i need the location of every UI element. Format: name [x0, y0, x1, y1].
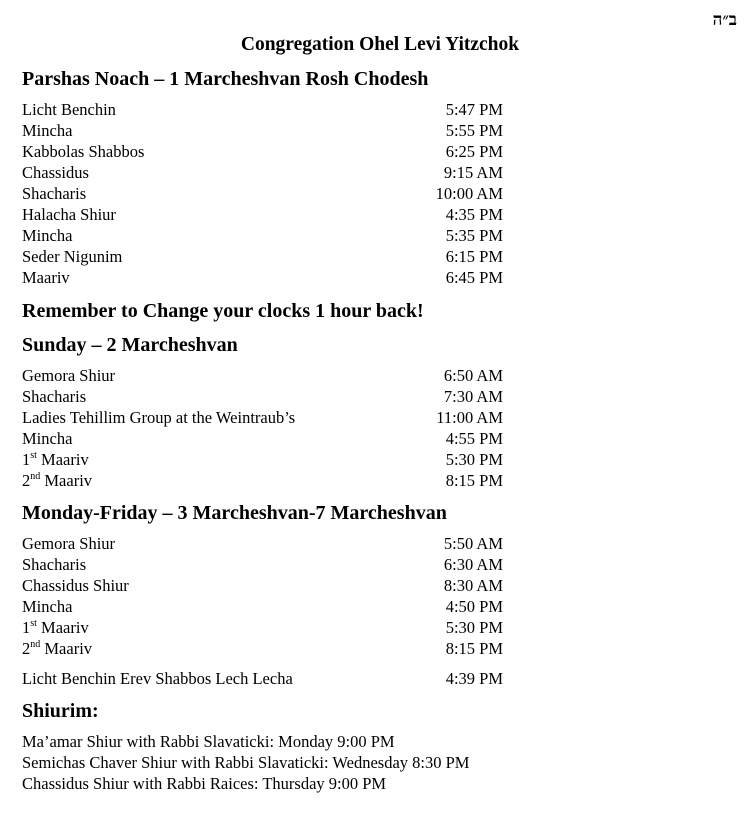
ordinal-suffix: st: [30, 618, 37, 629]
event-time: 10:00 AM: [435, 184, 503, 203]
schedule-document: [22, 68, 742, 794]
ordinal-number: 2: [22, 639, 31, 658]
event-name: Halacha Shiur: [22, 205, 116, 224]
event-name: Shacharis: [22, 184, 87, 203]
schedule-row: [22, 668, 742, 689]
event-time: 6:15 PM: [445, 247, 503, 266]
event-name: Mincha: [22, 597, 73, 616]
schedule-row: [22, 267, 742, 288]
schedule-row: [22, 449, 742, 470]
weekday-heading: Monday-Friday – 3 Marcheshvan-7 Marcheshvan: [22, 502, 447, 524]
schedule-row: [22, 638, 742, 659]
shabbos-schedule: [22, 99, 742, 288]
schedule-row: [22, 575, 742, 596]
event-name: Seder Nigunim: [22, 247, 123, 266]
schedule-row: [22, 554, 742, 575]
event-time: 5:30 PM: [445, 618, 503, 637]
event-time: 8:30 AM: [443, 576, 503, 595]
event-name: Licht Benchin: [22, 100, 116, 119]
event-time: 6:30 AM: [443, 555, 503, 574]
event-name: Shacharis: [22, 387, 87, 406]
event-time: 4:50 PM: [445, 597, 503, 616]
event-name: Maariv: [40, 471, 93, 490]
clock-reminder: Remember to Change your clocks 1 hour back!: [22, 300, 424, 322]
event-name: Mincha: [22, 121, 73, 140]
event-name: Chassidus: [22, 163, 89, 182]
schedule-row: [22, 596, 742, 617]
event-name: Mincha: [22, 429, 73, 448]
event-name: Gemora Shiur: [22, 534, 116, 553]
schedule-row: [22, 407, 742, 428]
shabbos-heading: Parshas Noach – 1 Marcheshvan Rosh Chodesh: [22, 68, 429, 90]
event-time: 6:50 AM: [443, 366, 503, 385]
bh-mark: ב״ה: [712, 10, 737, 29]
event-time: 4:55 PM: [445, 429, 503, 448]
event-name: Maariv: [40, 639, 93, 658]
sunday-heading: Sunday – 2 Marcheshvan: [22, 334, 238, 356]
event-name: Shacharis: [22, 555, 87, 574]
event-time: 4:39 PM: [445, 669, 503, 688]
event-time: 4:35 PM: [445, 205, 503, 224]
event-name: Maariv: [36, 450, 89, 469]
event-time: 5:47 PM: [445, 100, 503, 119]
event-time: 7:30 AM: [443, 387, 503, 406]
event-time: 8:15 PM: [445, 471, 503, 490]
ordinal-number: 1: [22, 618, 31, 637]
weekday-schedule: [22, 533, 742, 689]
schedule-row: [22, 141, 742, 162]
schedule-row: [22, 225, 742, 246]
schedule-row: [22, 99, 742, 120]
shiurim-list: [22, 731, 742, 794]
event-time: 11:00 AM: [436, 408, 503, 427]
schedule-row: [22, 162, 742, 183]
schedule-row: [22, 533, 742, 554]
event-time: 5:50 AM: [443, 534, 503, 553]
schedule-row: [22, 428, 742, 449]
event-name: Kabbolas Shabbos: [22, 142, 145, 161]
event-name: Mincha: [22, 226, 73, 245]
shiurim-heading: Shiurim:: [22, 700, 99, 722]
event-time: 5:35 PM: [445, 226, 503, 245]
event-name: Chassidus Shiur: [22, 576, 129, 595]
list-item: Semichas Chaver Shiur with Rabbi Slavaticki: Wednesday 8:30 PM: [22, 753, 470, 772]
page-title: Congregation Ohel Levi Yitzchok: [240, 34, 520, 55]
event-name: Gemora Shiur: [22, 366, 116, 385]
ordinal-suffix: st: [30, 450, 37, 461]
event-name: Maariv: [36, 618, 89, 637]
event-name: Ladies Tehillim Group at the Weintraub’s: [22, 408, 296, 427]
schedule-row: [22, 204, 742, 225]
event-time: 9:15 AM: [443, 163, 503, 182]
event-time: 6:45 PM: [445, 268, 503, 287]
schedule-row: [22, 470, 742, 491]
ordinal-number: 2: [22, 471, 31, 490]
event-time: 5:30 PM: [445, 450, 503, 469]
event-time: 8:15 PM: [445, 639, 503, 658]
schedule-row: [22, 386, 742, 407]
schedule-row: [22, 183, 742, 204]
sunday-schedule: [22, 365, 742, 491]
list-item: Ma’amar Shiur with Rabbi Slavaticki: Monday 9:00 PM: [22, 732, 395, 751]
ordinal-suffix: nd: [30, 471, 41, 482]
schedule-row: [22, 365, 742, 386]
event-name: Licht Benchin Erev Shabbos Lech Lecha: [22, 669, 293, 688]
spacer: [22, 659, 742, 668]
schedule-row: [22, 246, 742, 267]
event-time: 6:25 PM: [445, 142, 503, 161]
schedule-row: [22, 617, 742, 638]
event-name: Maariv: [22, 268, 70, 287]
event-time: 5:55 PM: [445, 121, 503, 140]
ordinal-suffix: nd: [30, 639, 41, 650]
ordinal-number: 1: [22, 450, 31, 469]
list-item: Chassidus Shiur with Rabbi Raices: Thursday 9:00 PM: [22, 774, 387, 793]
schedule-row: [22, 120, 742, 141]
